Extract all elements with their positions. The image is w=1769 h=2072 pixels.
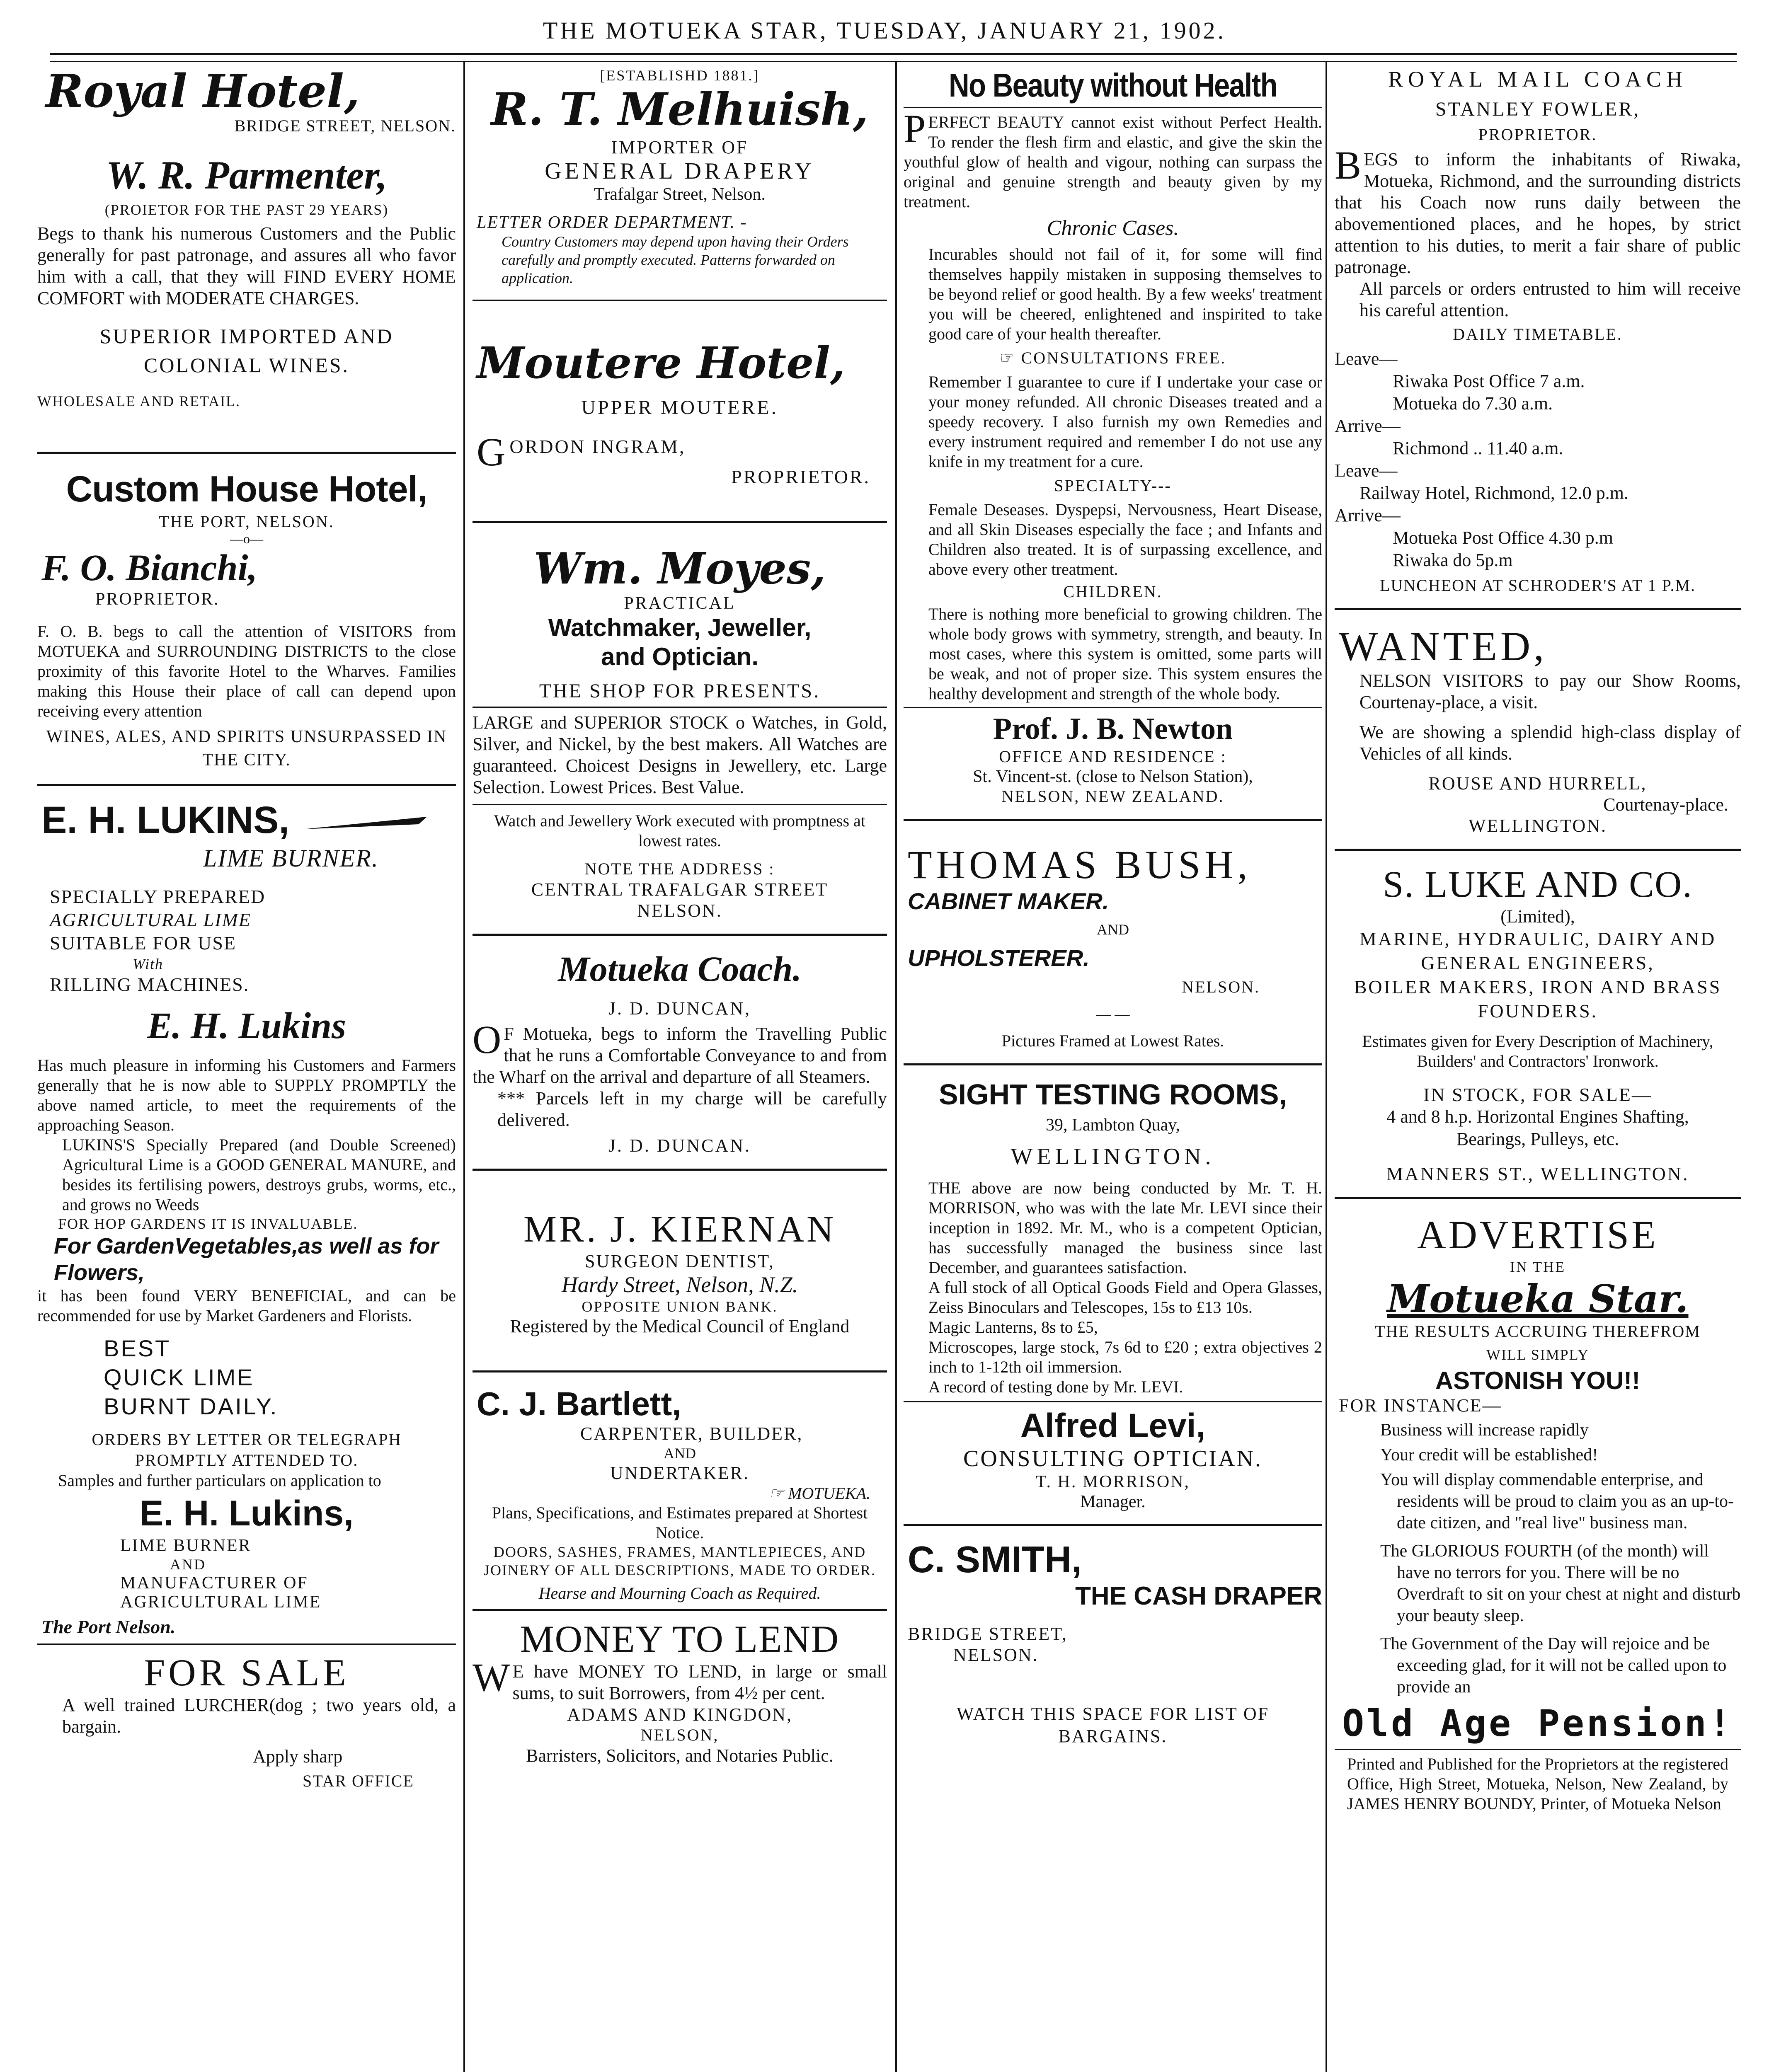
timetable-row: Richmond .. 11.40 a.m.	[1393, 438, 1563, 458]
divider	[1335, 608, 1741, 610]
ad-title: SIGHT TESTING ROOMS,	[938, 1078, 1287, 1111]
hand-pointer-icon: ☞	[999, 349, 1021, 367]
ad-subheading: SPECIALTY---	[1054, 476, 1172, 495]
ad-body: PERFECT BEAUTY cannot exist without Perfect Health. To render the flesh firm and elastic, and give the skin the youthful glow of health and vigour, nothing can surpass the original and genuine strength and beauty given by my treatment.	[904, 107, 1322, 211]
ad-line: LETTER ORDER DEPARTMENT. -	[477, 213, 747, 232]
ad-body: Country Customers may depend upon having their Orders carefully and promptly executed. Patterns forwarded on application.	[502, 233, 849, 286]
ad-body: Remember I guarantee to cure if I undertake your case or your money refunded. All chronic Diseases treated and a speedy recovery. I also furnish my own Remedies and every instrument required and remember I do not use any knife in my treatment for a cure.	[928, 373, 1322, 471]
ad-title: MR. J. KIERNAN	[523, 1209, 836, 1250]
ad-title: S. LUKE AND CO.	[1383, 864, 1693, 905]
ad-line: QUICK LIME	[104, 1364, 254, 1390]
ad-line: NOTE THE ADDRESS :	[584, 859, 775, 878]
ad-line: AGRICULTURAL LIME	[120, 1593, 322, 1612]
ad-highlight: ASTONISH YOU!!	[1435, 1367, 1641, 1394]
ad-name: Alfred Levi,	[1020, 1407, 1206, 1445]
ad-line: NELSON,	[640, 1726, 719, 1744]
divider	[473, 1609, 887, 1611]
ad-proprietor: PROPRIETOR.	[95, 590, 220, 609]
ad-c-smith	[904, 1539, 1322, 1748]
ad-line: SUITABLE FOR USE	[50, 932, 237, 954]
ad-title: Moutere Hotel,	[477, 337, 846, 388]
ad-address: NELSON, NEW ZEALAND.	[1001, 787, 1224, 806]
divider	[473, 1169, 887, 1171]
ad-body: LUKINS'S Specially Prepared (and Double Screened) Agricultural Lime is a GOOD GENERAL MANURE, and besides its fertilising powers, destroys grubs, worms, etc., and grows no Weeds	[62, 1135, 456, 1214]
ad-line: THE RESULTS ACCRUING THEREFROM	[1375, 1322, 1701, 1341]
divider	[37, 784, 456, 786]
column-divider	[463, 62, 465, 2072]
ad-royal-mail-coach	[1335, 66, 1741, 595]
ad-body: *** Parcels left in my charge will be carefully delivered.	[497, 1088, 887, 1130]
ad-line: THE SHOP FOR PRESENTS.	[539, 680, 821, 702]
ad-body: Incurables should not fail of it, for some will find themselves happily mistaken in supposing themselves to be beyond relief or good health. By a few weeks' treatment you will be cheered, enlightened and inspirited to take good care of your health thereafter.	[928, 245, 1322, 343]
ad-royal-hotel	[37, 66, 456, 410]
ad-address: BRIDGE STREET,	[908, 1624, 1068, 1644]
divider	[1335, 1197, 1741, 1199]
ad-line: IMPORTER OF	[611, 137, 749, 157]
ad-motueka-coach	[473, 948, 887, 1156]
timetable-label: Arrive—	[1335, 505, 1401, 525]
ad-title: No Beauty without Health	[949, 67, 1277, 104]
ad-subheading: Chronic Cases.	[1047, 216, 1179, 240]
ad-line: BURNT DAILY.	[104, 1393, 279, 1419]
ad-name: E. H. Lukins,	[139, 1493, 354, 1533]
ad-thomas-bush	[904, 842, 1322, 1051]
ad-body: 4 and 8 h.p. Horizontal Engines Shafting, Bearings, Pulleys, etc.	[1386, 1106, 1689, 1149]
ad-line: SPECIALLY PREPARED	[50, 886, 266, 907]
ad-subheading: DAILY TIMETABLE.	[1453, 325, 1623, 344]
ad-line: MARINE, HYDRAULIC, DAIRY AND GENERAL ENGINEERS,	[1359, 928, 1716, 973]
ad-line: OFFICE AND RESIDENCE :	[999, 747, 1227, 766]
ad-title: MONEY TO LEND	[520, 1618, 840, 1660]
ad-body: Microscopes, large stock, 7s 6d to £20 ; extra objectives 2 inch to 1-12th oil immersion.	[928, 1338, 1322, 1376]
ad-body: Registered by the Medical Council of England	[510, 1316, 850, 1336]
ad-title: C. SMITH,	[908, 1539, 1082, 1581]
ad-body: Has much pleasure in informing his Customers and Farmers generally that he is now able to SUPPLY PROMPTLY the above named article, to meet the requirements of the approaching Season.	[37, 1056, 456, 1134]
divider	[904, 1063, 1322, 1065]
ad-line: AND	[170, 1556, 206, 1573]
ad-name: Motueka Star.	[1387, 1276, 1689, 1321]
ad-line: Pictures Framed at Lowest Rates.	[1001, 1031, 1224, 1050]
ad-line: WATCH THIS SPACE FOR LIST OF BARGAINS.	[956, 1704, 1270, 1746]
ad-list-item: Your credit will be established!	[1380, 1445, 1598, 1464]
ad-line: UPPER MOUTERE.	[581, 397, 778, 419]
ad-list-item: You will display commendable enterprise, and residents will be proud to claim you as an up-to-date citizen, and "real live" business man.	[1380, 1470, 1734, 1532]
ad-name: J. D. DUNCAN,	[608, 998, 751, 1019]
ad-subtitle: LIME BURNER.	[203, 845, 379, 872]
ad-address: NELSON.	[953, 1645, 1039, 1665]
ad-line: WELLINGTON.	[1011, 1144, 1215, 1169]
ad-body: We are showing a splendid high-class display of Vehicles of all kinds.	[1359, 722, 1741, 764]
divider	[1335, 1749, 1741, 1750]
ad-advertise	[1335, 1212, 1741, 1745]
ad-wanted	[1335, 622, 1741, 836]
ad-line: NELSON.	[1182, 978, 1260, 996]
ad-line: FOR HOP GARDENS IT IS INVALUABLE.	[58, 1215, 358, 1232]
ad-separator: — —	[1096, 1006, 1130, 1022]
ad-sight-testing	[904, 1078, 1322, 1512]
ad-line: PROPRIETOR.	[1478, 125, 1597, 144]
pen-nib-icon	[303, 815, 427, 832]
column-divider	[1326, 62, 1327, 2072]
ad-line: Manager.	[1080, 1492, 1146, 1511]
ad-separator: —o—	[230, 531, 263, 546]
ad-title: Royal Hotel,	[46, 66, 360, 118]
ad-line: OPPOSITE UNION BANK.	[582, 1298, 778, 1315]
ad-address: Trafalgar Street, Nelson.	[594, 185, 766, 204]
ad-wines: SUPERIOR IMPORTED AND COLONIAL WINES.	[99, 324, 394, 377]
ad-line: MANNERS ST., WELLINGTON.	[1386, 1163, 1689, 1184]
ad-body: WE have MONEY TO LEND, in large or small sums, to suit Borrowers, from 4½ per cent.	[473, 1655, 887, 1703]
timetable-row: Riwaka Post Office 7 a.m.	[1393, 371, 1585, 391]
masthead: THE MOTUEKA STAR, TUESDAY, JANUARY 21, 1902.	[543, 17, 1226, 44]
ad-line: LUNCHEON AT SCHRODER'S AT 1 P.M.	[1379, 576, 1696, 595]
ad-line: CABINET MAKER.	[908, 888, 1109, 914]
ad-line: BOILER MAKERS, IRON AND BRASS FOUNDERS.	[1354, 976, 1722, 1021]
ad-body: Watch and Jewellery Work executed with promptness at lowest rates.	[494, 811, 865, 850]
ad-line: PRACTICAL	[624, 594, 736, 613]
divider	[904, 819, 1322, 821]
ad-line: Watchmaker, Jeweller,	[548, 614, 812, 641]
ad-line: IN STOCK, FOR SALE—	[1423, 1084, 1652, 1105]
ad-line: Builders' and Contractors' Ironwork.	[1417, 1052, 1659, 1070]
ad-bartlett	[473, 1385, 887, 1603]
divider	[904, 1401, 1322, 1402]
ad-name: W. R. Parmenter,	[106, 153, 388, 197]
column-4	[1335, 66, 1741, 2072]
ad-body: F. O. B. begs to call the attention of VISITORS from MOTUEKA and SURROUNDING DISTRICTS to the close proximity of this favorite Hotel to the Wharves. Families making this House their place of call can depend upon receiving every attention	[37, 622, 456, 720]
ad-line: ADAMS AND KINGDON,	[567, 1704, 793, 1725]
ad-line: Apply sharp	[253, 1746, 343, 1767]
ad-body: Magic Lanterns, 8s to £5,	[928, 1318, 1098, 1336]
ad-line: RILLING MACHINES.	[50, 974, 250, 995]
ad-body: OF Motueka, begs to inform the Travelling Public that he runs a Comfortable Conveyance to and from the Wharf on the arrival and departure of all Steamers.	[473, 1017, 887, 1087]
imprint: Printed and Published for the Proprietors at the registered Office, High Street, Motueka, Nelson, New Zealand, by JAMES HENRY BOUNDY, Printer, of Motueka Nelson	[1347, 1755, 1728, 1813]
ad-list-item: The GLORIOUS FOURTH (of the month) will have no terrors for you. There will be no Overdraft to sit on your chest at night and disturb your beauty sleep.	[1380, 1542, 1741, 1625]
ad-body: Barristers, Solicitors, and Notaries Public.	[526, 1745, 834, 1766]
ad-name: Prof. J. B. Newton	[993, 712, 1233, 746]
ad-body: Female Deseases. Dyspepsi, Nervousness, Heart Disease, and all Skin Diseases especially the face ; and Infants and Children also treated. It is of surpassing excellence, and above every other treatment.	[928, 500, 1322, 579]
ad-title: Custom House Hotel,	[66, 468, 427, 509]
divider	[473, 300, 887, 301]
ad-line: WILL SIMPLY	[1486, 1346, 1590, 1363]
divider	[37, 452, 456, 454]
ad-title: E. H. LUKINS,	[41, 799, 290, 841]
divider	[473, 521, 887, 523]
ad-title: THOMAS BUSH,	[908, 842, 1252, 887]
ad-name: GORDON INGRAM,	[477, 430, 686, 474]
divider	[37, 1644, 456, 1645]
ad-address: BRIDGE STREET, NELSON.	[234, 116, 456, 135]
ad-line: Hearse and Mourning Coach as Required.	[538, 1584, 821, 1602]
ad-line: CENTRAL TRAFALGAR STREET	[531, 879, 829, 900]
divider	[473, 1370, 887, 1372]
ad-orders: ORDERS BY LETTER OR TELEGRAPH PROMPTLY ATTENDED TO.	[92, 1430, 402, 1469]
ad-line: AGRICULTURAL LIME	[50, 909, 251, 930]
ad-body: Begs to thank his numerous Customers and the Public generally for past patronage, and assures all who favor him with a call, that they will FIND EVERY HOME COMFORT with MODERATE CHARGES.	[37, 223, 456, 308]
ad-newton	[904, 66, 1322, 806]
ad-address: Hardy Street, Nelson, N.Z.	[561, 1272, 798, 1297]
ad-title: Wm. Moyes,	[533, 543, 826, 594]
ad-line: CARPENTER, BUILDER,	[580, 1423, 803, 1444]
ad-line: and Optician.	[601, 643, 759, 670]
column-2	[473, 66, 887, 2072]
ad-moyes	[473, 544, 887, 921]
ad-wines: WINES, ALES, AND SPIRITS UNSURPASSED IN THE CITY.	[46, 727, 447, 770]
ad-money-to-lend	[473, 1617, 887, 1767]
ad-line: The Port Nelson.	[41, 1616, 176, 1637]
ad-body: it has been found VERY BENEFICIAL, and can be recommended for use by Market Gardeners and Florists.	[37, 1286, 456, 1325]
divider	[904, 1524, 1322, 1526]
ad-line: CONSULTING OPTICIAN.	[963, 1446, 1263, 1472]
ad-subheading: CONSULTATIONS FREE.	[1021, 349, 1226, 367]
ad-list-item: The Government of the Day will rejoice and be exceeding glad, for it will not be called upon to provide an	[1380, 1634, 1727, 1697]
ad-luke-and-co	[1335, 863, 1741, 1185]
timetable-label: Arrive—	[1335, 416, 1401, 436]
ad-line: MANUFACTURER OF	[120, 1573, 308, 1593]
timetable-row: Railway Hotel, Richmond, 12.0 p.m.	[1359, 483, 1628, 503]
ad-body: There is nothing more beneficial to growing children. The whole body grows with symmetry, strength, and beauty. In most cases, where this system is omitted, some parts will be weak, and not of proper size. This system ensures the healthy development and strength of the whole body.	[928, 605, 1322, 703]
ad-body: All parcels or orders entrusted to him will receive his careful attention.	[1359, 278, 1741, 320]
ad-title: FOR SALE	[144, 1651, 349, 1694]
ad-kiernan	[473, 1208, 887, 1337]
timetable	[1335, 348, 1741, 571]
ad-line: AND	[664, 1445, 696, 1462]
divider	[473, 707, 887, 708]
ad-body: THE above are now being conducted by Mr. T. H. MORRISON, who was with the late Mr. LEVI since their inception in 1892. Mr. M., who is a competent Optician, has successfully managed the business since last December, and guarantees satisfaction.	[928, 1179, 1322, 1277]
ad-body: DOORS, SASHES, FRAMES, MANTLEPIECES, AND JOINERY OF ALL DESCRIPTIONS, MADE TO ORDER.	[483, 1544, 876, 1578]
ad-address: St. Vincent-st. (close to Nelson Station),	[973, 767, 1253, 786]
ad-title: ADVERTISE	[1417, 1213, 1658, 1257]
ad-body: A full stock of all Optical Goods Field and Opera Glasses, Zeiss Binoculars and Telescopes, 15s to £13 10s.	[928, 1278, 1322, 1317]
ad-body: BEGS to inform the inhabitants of Riwaka, Motueka, Richmond, and the surrounding districts that his Coach now runs daily between the abovementioned places, and he hopes, by strict attention to his duties, to merit a fair share of public patronage.	[1335, 143, 1741, 277]
ad-line: AND	[1097, 921, 1129, 938]
timetable-row: Riwaka do 5p.m	[1393, 550, 1513, 570]
ad-body: Samples and further particulars on application to	[58, 1471, 381, 1490]
ad-melhuish	[473, 66, 887, 287]
ad-subtitle: (PROIETOR FOR THE PAST 29 YEARS)	[104, 201, 389, 218]
ad-address: THE PORT, NELSON.	[159, 512, 334, 531]
ad-for-sale	[37, 1651, 456, 1791]
ad-body: LARGE and SUPERIOR STOCK o Watches, in Gold, Silver, and Nickel, by the best makers. All Watches are guaranteed. Choicest Designs in Jewellery, etc. Large Selection. Lowest Prices. Best Value.	[473, 712, 887, 797]
hand-pointer-icon: ☞	[769, 1484, 788, 1503]
divider	[904, 707, 1322, 708]
ad-address: 39, Lambton Quay,	[1046, 1116, 1180, 1135]
ad-highlight: For GardenVegetables,as well as for Flowers,	[54, 1234, 439, 1285]
ad-line: (Limited),	[1500, 906, 1575, 927]
ad-line: IN THE	[1510, 1259, 1566, 1275]
ad-established: [ESTABLISHD 1881.]	[600, 67, 760, 84]
divider	[473, 804, 887, 805]
ad-title: C. J. Bartlett,	[477, 1385, 681, 1422]
ad-body: A well trained LURCHER(dog ; two years old, a bargain.	[62, 1695, 456, 1737]
ad-line: With	[133, 956, 164, 972]
timetable-row: Motueka do 7.30 a.m.	[1393, 393, 1553, 414]
ad-line: UNDERTAKER.	[610, 1463, 750, 1483]
ad-list-item: Business will increase rapidly	[1380, 1421, 1589, 1440]
column-3	[904, 66, 1322, 2072]
column-1	[37, 66, 456, 2072]
ad-line: T. H. MORRISON,	[1035, 1472, 1190, 1491]
ad-title: WANTED,	[1339, 623, 1548, 669]
ad-line: LIME BURNER	[120, 1536, 252, 1555]
ad-signature: J. D. DUNCAN.	[608, 1135, 751, 1156]
divider	[473, 934, 887, 936]
ad-line: UPHOLSTERER.	[908, 945, 1090, 971]
ad-body: NELSON VISITORS to pay our Show Rooms, Courtenay-place, a visit.	[1359, 670, 1741, 712]
ad-line: THE CASH DRAPER	[1075, 1582, 1322, 1610]
column-divider	[895, 62, 897, 2072]
ad-subheading: CHILDREN.	[1063, 582, 1163, 601]
ad-name: STANLEY FOWLER,	[1435, 98, 1641, 120]
ad-line: SURGEON DENTIST,	[585, 1251, 775, 1271]
ad-line: NELSON.	[637, 900, 722, 921]
ad-line: WELLINGTON.	[1469, 816, 1607, 836]
divider	[904, 107, 1322, 108]
ad-body: Estimates given for Every Description of Machinery,	[1362, 1032, 1713, 1051]
ad-body: Plans, Specifications, and Estimates prepared at Shortest Notice.	[492, 1503, 868, 1542]
ad-name: E. H. Lukins	[147, 1005, 347, 1046]
ad-highlight: Old Age Pension!	[1342, 1702, 1733, 1745]
ad-body: A record of testing done by Mr. LEVI.	[928, 1377, 1183, 1396]
ad-line: BEST	[104, 1335, 171, 1361]
ad-line: ROUSE AND HURRELL,	[1428, 773, 1647, 794]
masthead-rule	[50, 53, 1737, 62]
ad-line: PROPRIETOR.	[731, 466, 870, 487]
timetable-label: Leave—	[1335, 460, 1398, 481]
ad-name: F. O. Bianchi,	[41, 547, 258, 588]
ad-line: STAR OFFICE	[303, 1772, 414, 1790]
timetable-label: Leave—	[1335, 349, 1398, 369]
ad-address: Courtenay-place.	[1603, 794, 1728, 815]
ad-lukins	[37, 799, 456, 1638]
ad-line: FOR INSTANCE—	[1339, 1395, 1502, 1416]
ad-title: ROYAL MAIL COACH	[1388, 67, 1687, 92]
ad-line: MOTUEKA.	[788, 1484, 870, 1503]
ad-line: GENERAL DRAPERY	[545, 158, 815, 184]
ad-wholesale: WHOLESALE AND RETAIL.	[37, 393, 241, 409]
ad-title: R. T. Melhuish,	[491, 83, 869, 136]
timetable-row: Motueka Post Office 4.30 p.m	[1393, 528, 1614, 548]
divider	[1335, 849, 1741, 851]
ad-title: Motueka Coach.	[558, 949, 802, 989]
ad-custom-house-hotel	[37, 466, 456, 772]
ad-moutere-hotel	[473, 338, 887, 488]
